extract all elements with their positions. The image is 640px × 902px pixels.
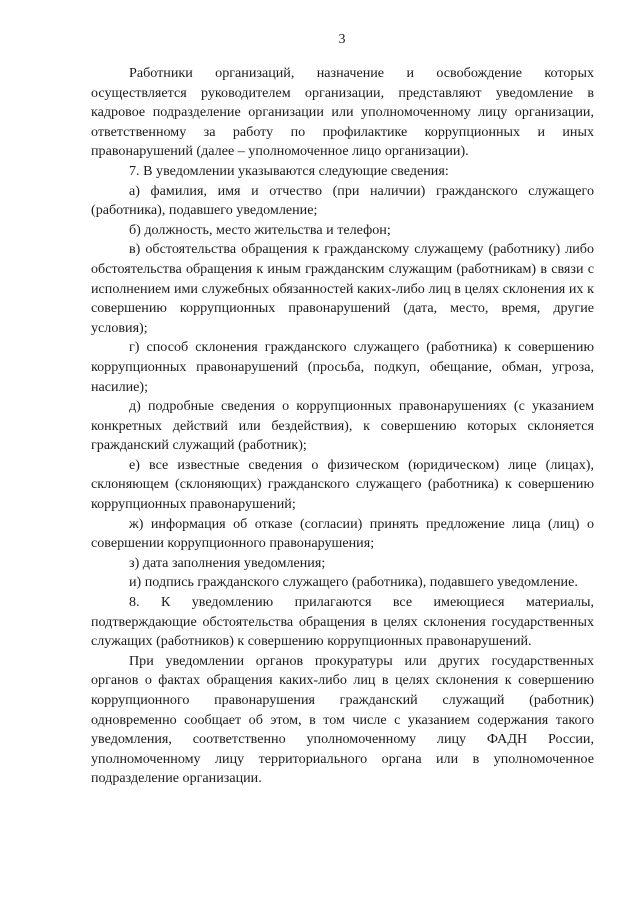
paragraph-item-8: 8. К уведомлению прилагаются все имеющиеся материалы, подтверждающие обстоятельства обращения в целях склонения государственных служащих (работников) к совершению коррупционных правонарушений. [91, 594, 594, 650]
list-item-i: и) подпись гражданского служащего (работника), подавшего уведомление. [129, 574, 578, 591]
paragraph-employees-notice: Работники организаций, назначение и освобождение которых осуществляется руководителем организации, представляют уведомление в кадровое подразделение организации или уполномоченному лицу организации, ответственному за работу по профилактике коррупционных и иных правонарушений (далее – уполномоченное лицо организации). [91, 65, 594, 160]
list-item-z: з) дата заполнения уведомления; [129, 554, 326, 571]
list-item-a: а) фамилия, имя и отчество (при наличии) гражданского служащего (работника), подавшего уведомление; [91, 182, 594, 219]
page-number: 3 [338, 32, 346, 47]
list-item-v: в) обстоятельства обращения к гражданскому служащему (работнику) либо обстоятельства обращения к иным гражданским служащим (работникам) в связи с исполнением ими служебных обязанностей каких-либо лиц в целях склонения их к совершению коррупционных правонарушений (дата, место, время, другие условия); [91, 241, 594, 336]
list-item-g: г) способ склонения гражданского служащего (работника) к совершению коррупционных правонарушений (просьба, подкуп, обещание, обман, угроза, насилие); [91, 339, 594, 395]
list-item-d: д) подробные сведения о коррупционных правонарушениях (с указанием конкретных действий или бездействия), к совершению которых склоняется гражданский служащий (работник); [91, 398, 594, 454]
list-item-b: б) должность, место жительства и телефон; [129, 221, 391, 238]
document-body [91, 64, 594, 789]
paragraph-prosecutor-notice: При уведомлении органов прокуратуры или других государственных органов о фактах обращения каких-либо лиц в целях склонения к совершению коррупционного правонарушения гражданский служащий (работник) одновременно сообщает об этом, в том числе с указанием содержания такого уведомления, соответственно уполномоченному лицу ФАДН России, уполномоченному лицу территориального органа или в уполномоченное подразделение организации. [91, 652, 594, 787]
list-item-zh: ж) информация об отказе (согласии) принять предложение лица (лиц) о совершении коррупционного правонарушения; [91, 515, 594, 552]
paragraph-item-7: 7. В уведомлении указываются следующие сведения: [129, 162, 449, 179]
list-item-e: е) все известные сведения о физическом (юридическом) лице (лицах), склоняющем (склоняющих) гражданского служащего (работника) к совершению коррупционных правонарушений; [91, 456, 594, 513]
